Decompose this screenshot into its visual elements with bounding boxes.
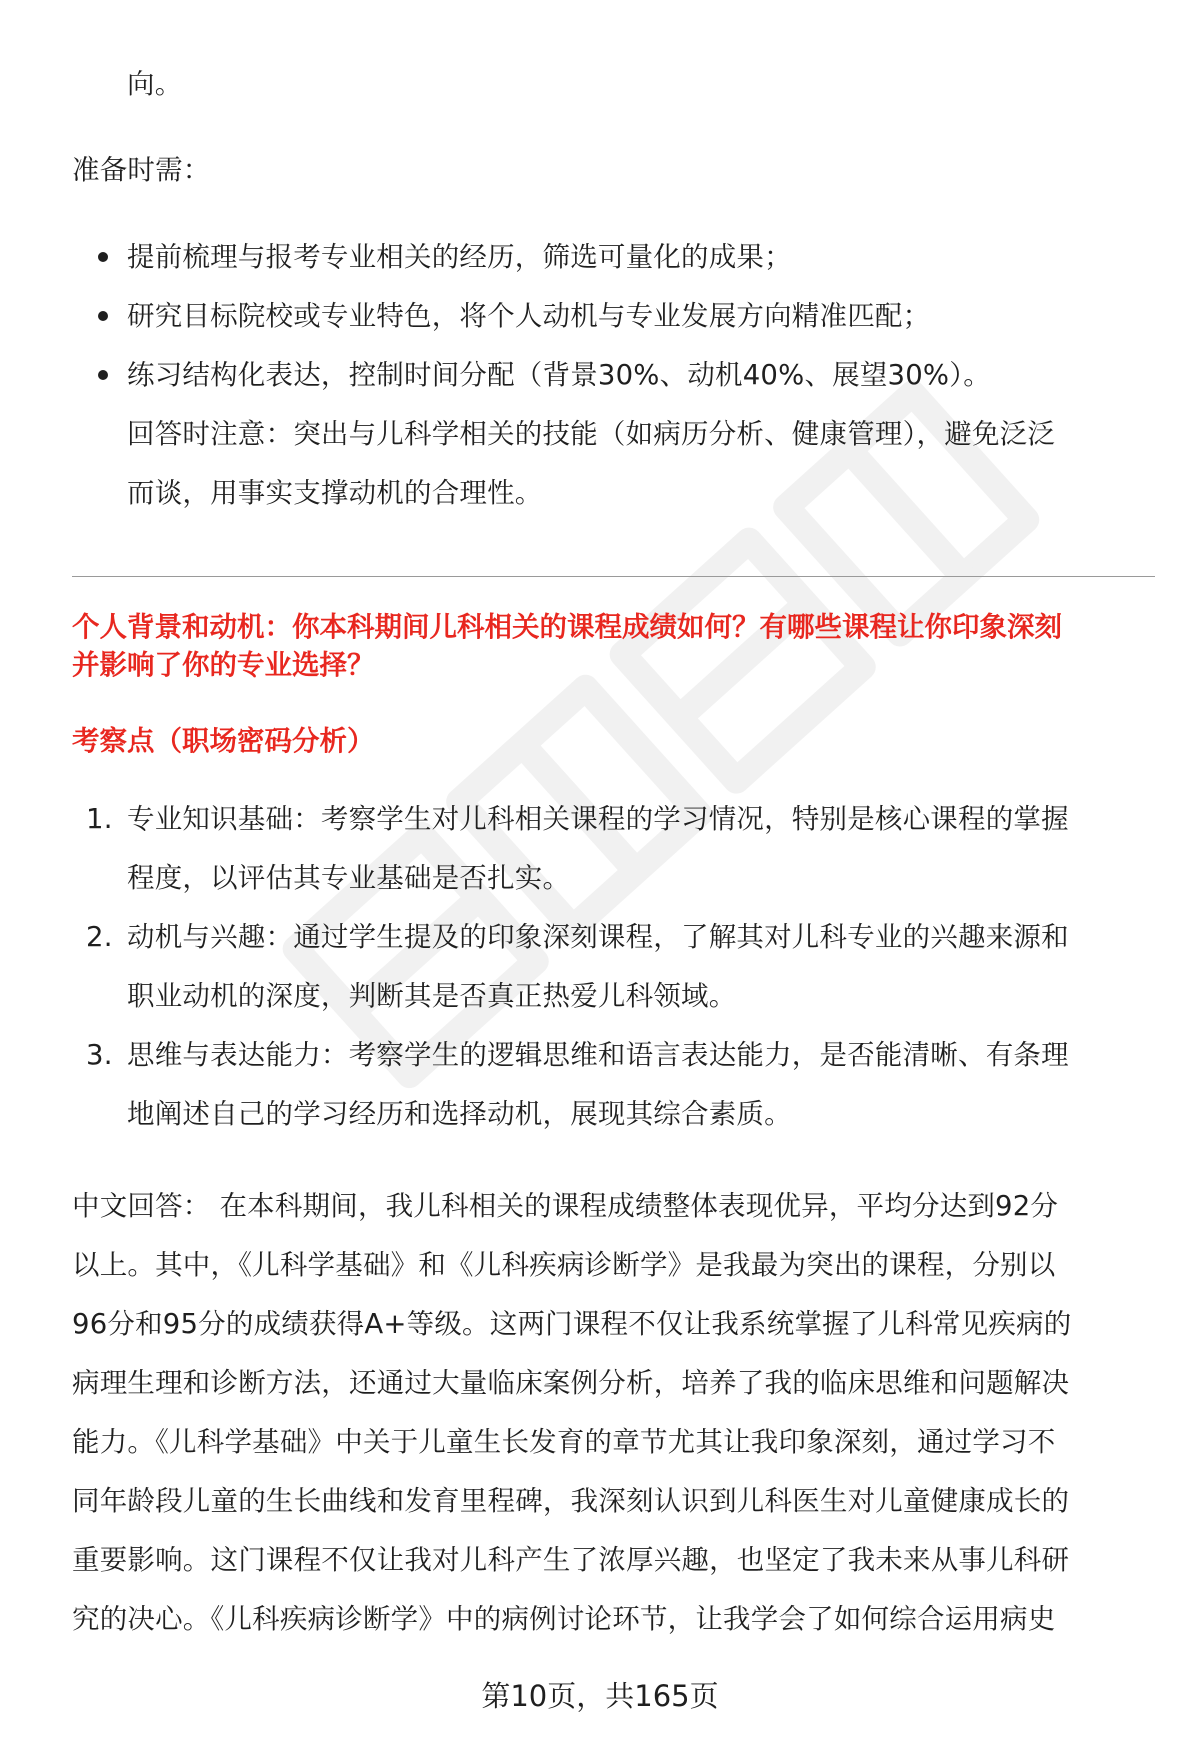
item-number: 1. xyxy=(86,803,113,835)
question-line: 并影响了你的专业选择？ xyxy=(72,649,375,681)
answer-line: 能力。《儿科学基础》中关于儿童生长发育的章节尤其让我印象深刻，通过学习不 xyxy=(72,1426,1056,1458)
answer-line: 病理生理和诊断方法，还通过大量临床案例分析，培养了我的临床思维和问题解决 xyxy=(72,1367,1070,1399)
item-number: 2. xyxy=(86,921,113,953)
note-line xyxy=(72,464,1055,523)
analysis-list xyxy=(72,790,1069,1144)
list-item xyxy=(72,1026,1069,1144)
continuation-text: 向。 xyxy=(127,68,183,100)
answer-line: 重要影响。这门课程不仅让我对儿科产生了浓厚兴趣，也坚定了我未来从事儿科研 xyxy=(72,1544,1070,1576)
bullet-icon xyxy=(98,252,108,262)
note-text: 而谈，用事实支撑动机的合理性。 xyxy=(127,477,543,509)
section-divider xyxy=(72,576,1155,577)
item-number: 3. xyxy=(86,1039,113,1071)
list-item xyxy=(72,346,1055,405)
list-item-text: 思维与表达能力：考察学生的逻辑思维和语言表达能力，是否能清晰、有条理 xyxy=(127,1039,1069,1071)
answer-paragraph xyxy=(72,1177,1071,1649)
list-item-text: 练习结构化表达，控制时间分配（背景30%、动机40%、展望30%）。 xyxy=(127,359,991,391)
page-number-footer: 第10页，共165页 xyxy=(481,1679,719,1713)
answer-line: 究的决心。《儿科疾病诊断学》中的病例讨论环节，让我学会了如何综合运用病史 xyxy=(72,1603,1056,1635)
list-item-text: 动机与兴趣：通过学生提及的印象深刻课程，了解其对儿科专业的兴趣来源和 xyxy=(127,921,1069,953)
list-item xyxy=(72,228,1055,287)
bullet-icon xyxy=(98,370,108,380)
bullet-icon xyxy=(98,311,108,321)
list-item xyxy=(72,790,1069,908)
analysis-heading: 考察点（职场密码分析） xyxy=(72,725,375,757)
answer-line: 以上。其中，《儿科学基础》和《儿科疾病诊断学》是我最为突出的课程，分别以 xyxy=(72,1249,1056,1281)
question-heading xyxy=(72,608,1062,684)
prep-list xyxy=(72,228,1055,523)
answer-line: 同年龄段儿童的生长曲线和发育里程碑，我深刻认识到儿科医生对儿童健康成长的 xyxy=(72,1485,1070,1517)
list-item xyxy=(72,908,1069,1026)
answer-line: 中文回答： 在本科期间，我儿科相关的课程成绩整体表现优异，平均分达到92分 xyxy=(72,1190,1059,1222)
list-item-text: 研究目标院校或专业特色，将个人动机与专业发展方向精准匹配； xyxy=(127,300,931,332)
answer-line: 96分和95分的成绩获得A+等级。这两门课程不仅让我系统掌握了儿科常见疾病的 xyxy=(72,1308,1072,1340)
prep-label: 准备时需： xyxy=(72,154,211,186)
list-item-text: 职业动机的深度，判断其是否真正热爱儿科领域。 xyxy=(127,980,737,1012)
list-item-text: 提前梳理与报考专业相关的经历，筛选可量化的成果； xyxy=(127,241,792,273)
list-item-text: 专业知识基础：考察学生对儿科相关课程的学习情况，特别是核心课程的掌握 xyxy=(127,803,1069,835)
question-line: 个人背景和动机：你本科期间儿科相关的课程成绩如何？有哪些课程让你印象深刻 xyxy=(72,611,1062,643)
list-item xyxy=(72,287,1055,346)
note-line xyxy=(72,405,1055,464)
note-text: 回答时注意：突出与儿科学相关的技能（如病历分析、健康管理），避免泛泛 xyxy=(127,418,1056,450)
list-item-text: 地阐述自己的学习经历和选择动机，展现其综合素质。 xyxy=(127,1098,792,1130)
list-item-text: 程度，以评估其专业基础是否扎实。 xyxy=(127,862,571,894)
